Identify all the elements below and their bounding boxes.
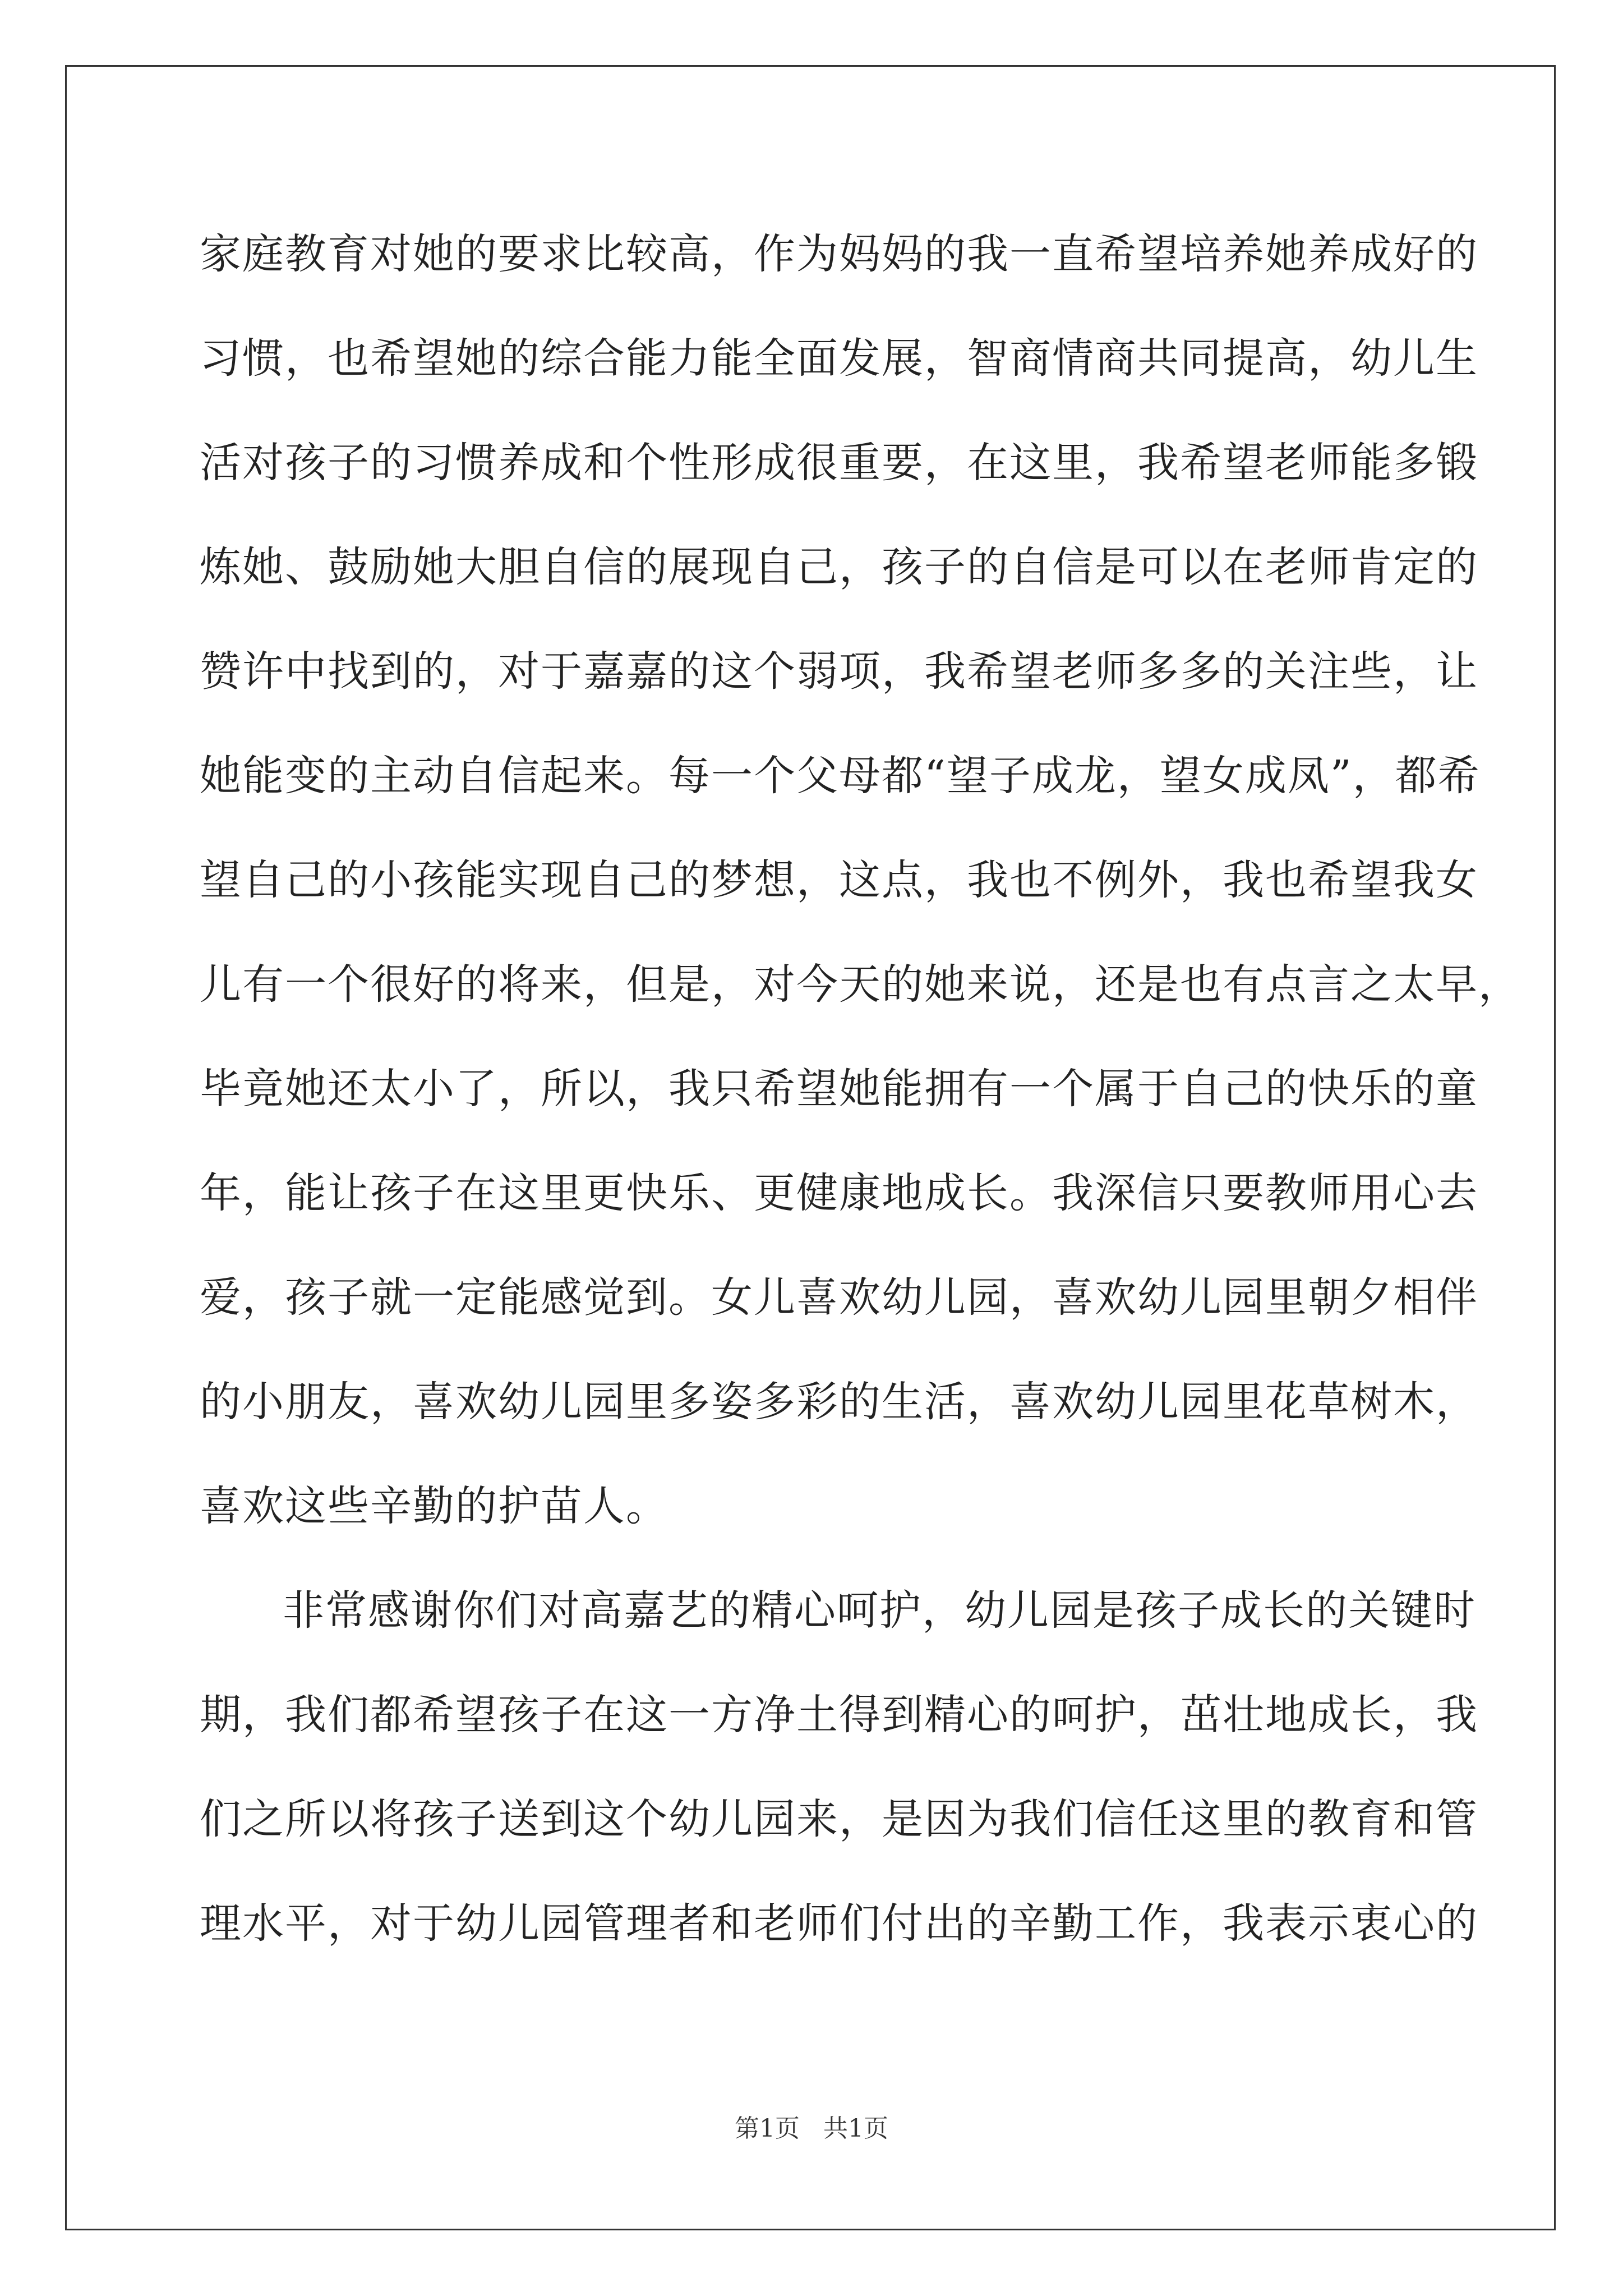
text-line: 活对孩子的习惯养成和个性形成很重要，在这里，我希望老师能多锻 [200,439,1478,487]
text-line: 赞许中找到的，对于嘉嘉的这个弱项，我希望老师多多的关注些，让 [200,647,1478,696]
paragraph-2 [200,1558,1478,1976]
text-line: 毕竟她还太小了，所以，我只希望她能拥有一个属于自己的快乐的童 [200,1065,1478,1113]
text-line-content: 非常感谢你们对高嘉艺的精心呵护，幼儿园是孩子成长的关键时 [283,1586,1476,1635]
text-line: 炼她、鼓励她大胆自信的展现自己，孩子的自信是可以在老师肯定的 [200,543,1478,591]
text-line: 习惯，也希望她的综合能力能全面发展，智商情商共同提高，幼儿生 [200,334,1478,383]
text-line: 的小朋友，喜欢幼儿园里多姿多彩的生活，喜欢幼儿园里花草树木， [200,1378,1478,1426]
page-footer: 第1页 共1页 [735,2114,888,2143]
text-line: 儿有一个很好的将来，但是，对今天的她来说，还是也有点言之太早， [200,960,1521,1009]
text-line: 家庭教育对她的要求比较高，作为妈妈的我一直希望培养她养成好的 [200,230,1478,278]
text-line-indented [200,1558,1476,1663]
text-line: 爱，孩子就一定能感觉到。女儿喜欢幼儿园，喜欢幼儿园里朝夕相伴 [200,1273,1478,1322]
text-line: 她能变的主动自信起来。每一个父母都“望子成龙，望女成凤”，都希 [200,752,1481,800]
text-line: 们之所以将孩子送到这个幼儿园来，是因为我们信任这里的教育和管 [200,1795,1478,1843]
text-line: 期，我们都希望孩子在这一方净土得到精心的呵护，茁壮地成长，我 [200,1691,1478,1739]
paragraph-1 [200,202,1521,1558]
text-line: 理水平，对于幼儿园管理者和老师们付出的辛勤工作，我表示衷心的 [200,1899,1478,1948]
text-line: 喜欢这些辛勤的护苗人。 [200,1482,668,1530]
text-line: 年，能让孩子在这里更快乐、更健康地成长。我深信只要教师用心去 [200,1169,1478,1217]
document-body [200,202,1521,1976]
text-line: 望自己的小孩能实现自己的梦想，这点，我也不例外，我也希望我女 [200,856,1478,904]
